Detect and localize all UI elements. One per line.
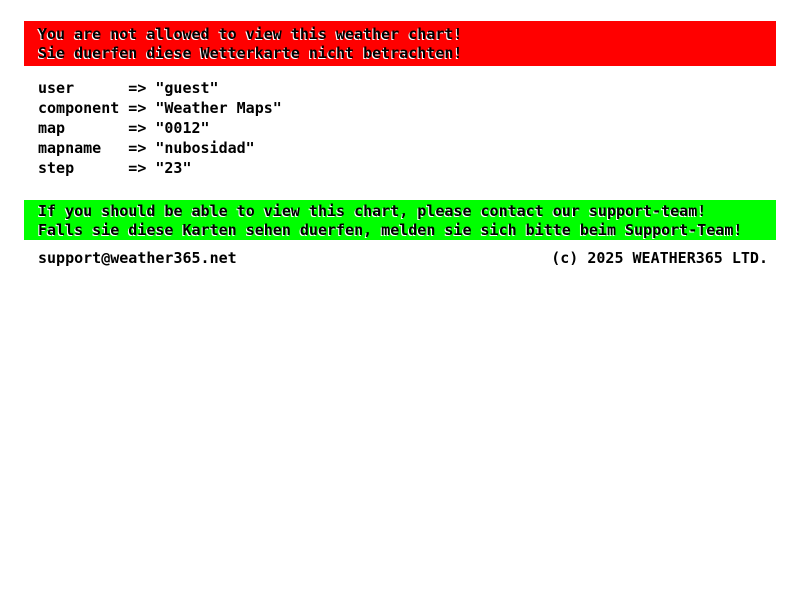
- detail-row-map: [38, 118, 282, 138]
- detail-key: user: [38, 79, 75, 97]
- arrow-glyph: =>: [128, 79, 147, 97]
- arrow-glyph: =>: [128, 99, 147, 117]
- detail-key: step: [38, 159, 75, 177]
- error-banner: [24, 21, 776, 66]
- request-details: [38, 78, 282, 178]
- error-banner-line-en: You are not allowed to view this weather chart!: [38, 25, 463, 43]
- detail-value: "guest": [155, 79, 219, 97]
- support-banner-line-en: If you should be able to view this chart, please contact our support-team!: [38, 202, 707, 220]
- arrow-glyph: =>: [128, 159, 147, 177]
- copyright-notice: (c) 2025 WEATHER365 LTD.: [551, 249, 768, 267]
- detail-row-component: [38, 98, 282, 118]
- detail-row-mapname: [38, 138, 282, 158]
- detail-value: "Weather Maps": [155, 99, 282, 117]
- detail-key: component: [38, 99, 120, 117]
- support-banner-line-de: Falls sie diese Karten sehen duerfen, melden sie sich bitte beim Support-Team!: [38, 221, 743, 239]
- detail-value: "23": [155, 159, 192, 177]
- detail-value: "0012": [155, 119, 210, 137]
- detail-row-user: [38, 78, 282, 98]
- detail-key: map: [38, 119, 66, 137]
- arrow-glyph: =>: [128, 139, 147, 157]
- error-banner-line-de: Sie duerfen diese Wetterkarte nicht betrachten!: [38, 44, 463, 62]
- support-banner: [24, 200, 776, 240]
- detail-value: "nubosidad": [155, 139, 255, 157]
- detail-row-step: [38, 158, 282, 178]
- detail-key: mapname: [38, 139, 102, 157]
- support-email: support@weather365.net: [38, 249, 237, 267]
- footer: [38, 248, 768, 268]
- arrow-glyph: =>: [128, 119, 147, 137]
